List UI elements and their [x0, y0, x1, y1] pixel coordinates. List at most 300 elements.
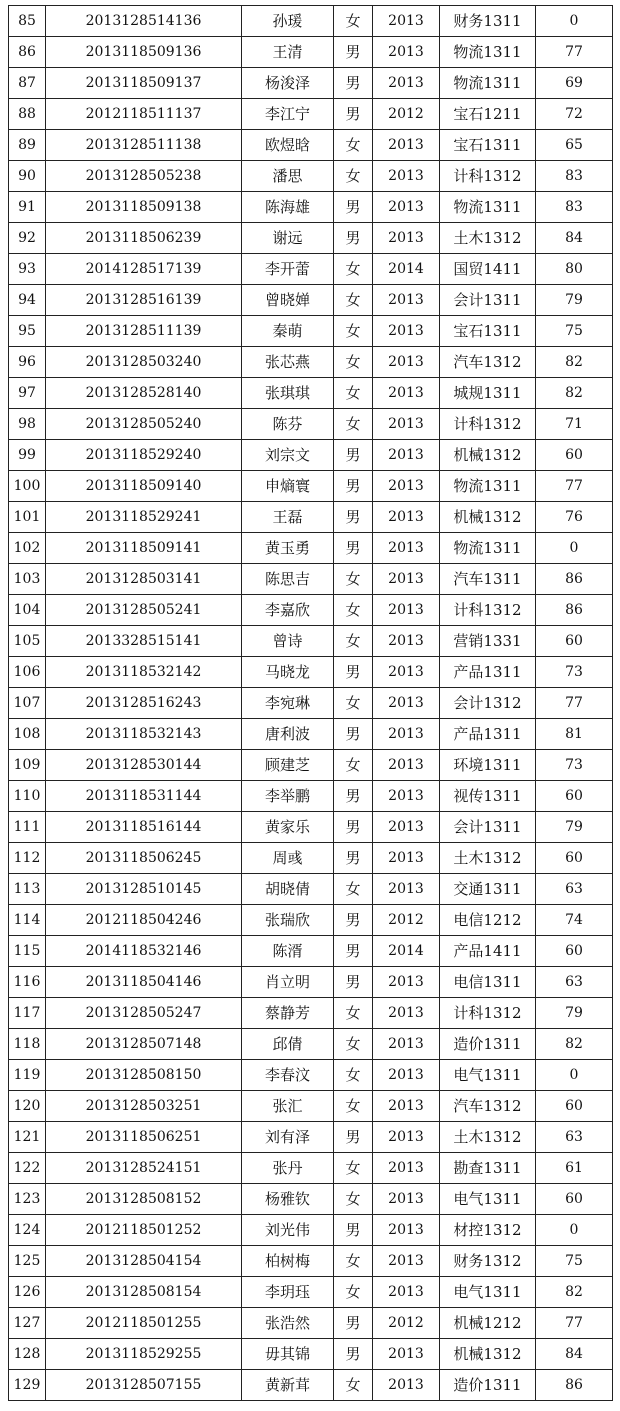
enrollment-year-cell: 2013	[373, 750, 440, 781]
enrollment-year-cell: 2013	[373, 1122, 440, 1153]
student-id-cell: 2013128516243	[46, 688, 242, 719]
row-number-cell: 101	[9, 502, 46, 533]
row-number-cell: 125	[9, 1246, 46, 1277]
gender-cell: 女	[334, 1153, 373, 1184]
enrollment-year-cell: 2012	[373, 99, 440, 130]
student-name-cell: 陈海雄	[242, 192, 334, 223]
table-row	[9, 719, 613, 750]
student-name-cell: 周彧	[242, 843, 334, 874]
score-cell: 82	[536, 347, 613, 378]
enrollment-year-cell: 2013	[373, 502, 440, 533]
table-row	[9, 223, 613, 254]
row-number-cell: 85	[9, 6, 46, 37]
student-name-cell: 李江宁	[242, 99, 334, 130]
class-cell: 电气1311	[440, 1277, 536, 1308]
student-id-cell: 2013128530144	[46, 750, 242, 781]
enrollment-year-cell: 2013	[373, 1339, 440, 1370]
student-id-cell: 2013128528140	[46, 378, 242, 409]
enrollment-year-cell: 2012	[373, 1308, 440, 1339]
class-cell: 土木1312	[440, 1122, 536, 1153]
gender-cell: 女	[334, 1246, 373, 1277]
row-number-cell: 118	[9, 1029, 46, 1060]
table-row	[9, 440, 613, 471]
student-name-cell: 李举鹏	[242, 781, 334, 812]
score-cell: 76	[536, 502, 613, 533]
student-name-cell: 李玥珏	[242, 1277, 334, 1308]
table-row	[9, 998, 613, 1029]
row-number-cell: 117	[9, 998, 46, 1029]
gender-cell: 女	[334, 409, 373, 440]
row-number-cell: 115	[9, 936, 46, 967]
gender-cell: 男	[334, 99, 373, 130]
row-number-cell: 96	[9, 347, 46, 378]
table-row	[9, 533, 613, 564]
score-cell: 86	[536, 1370, 613, 1401]
score-cell: 86	[536, 595, 613, 626]
score-cell: 86	[536, 564, 613, 595]
table-row	[9, 409, 613, 440]
table-row	[9, 595, 613, 626]
student-id-cell: 2014128517139	[46, 254, 242, 285]
score-cell: 61	[536, 1153, 613, 1184]
score-cell: 63	[536, 967, 613, 998]
row-number-cell: 113	[9, 874, 46, 905]
student-id-cell: 2012118511137	[46, 99, 242, 130]
score-cell: 77	[536, 1308, 613, 1339]
score-cell: 80	[536, 254, 613, 285]
class-cell: 产品1311	[440, 657, 536, 688]
table-row	[9, 130, 613, 161]
class-cell: 汽车1312	[440, 1091, 536, 1122]
class-cell: 土木1312	[440, 843, 536, 874]
enrollment-year-cell: 2013	[373, 843, 440, 874]
score-cell: 69	[536, 68, 613, 99]
score-cell: 74	[536, 905, 613, 936]
score-cell: 75	[536, 316, 613, 347]
enrollment-year-cell: 2013	[373, 595, 440, 626]
enrollment-year-cell: 2013	[373, 161, 440, 192]
student-id-cell: 2013118509140	[46, 471, 242, 502]
class-cell: 造价1311	[440, 1029, 536, 1060]
score-cell: 84	[536, 223, 613, 254]
row-number-cell: 122	[9, 1153, 46, 1184]
student-id-cell: 2013128504154	[46, 1246, 242, 1277]
table-row	[9, 68, 613, 99]
student-name-cell: 毋其锦	[242, 1339, 334, 1370]
gender-cell: 男	[334, 502, 373, 533]
score-cell: 82	[536, 1029, 613, 1060]
row-number-cell: 94	[9, 285, 46, 316]
student-id-cell: 2013128510145	[46, 874, 242, 905]
class-cell: 计科1312	[440, 161, 536, 192]
enrollment-year-cell: 2014	[373, 254, 440, 285]
student-id-cell: 2012118501252	[46, 1215, 242, 1246]
row-number-cell: 104	[9, 595, 46, 626]
table-row	[9, 1184, 613, 1215]
gender-cell: 女	[334, 595, 373, 626]
gender-cell: 女	[334, 688, 373, 719]
student-name-cell: 刘光伟	[242, 1215, 334, 1246]
row-number-cell: 126	[9, 1277, 46, 1308]
table-row	[9, 99, 613, 130]
gender-cell: 男	[334, 812, 373, 843]
table-row	[9, 1091, 613, 1122]
row-number-cell: 129	[9, 1370, 46, 1401]
student-name-cell: 张汇	[242, 1091, 334, 1122]
class-cell: 物流1311	[440, 192, 536, 223]
class-cell: 宝石1211	[440, 99, 536, 130]
class-cell: 产品1311	[440, 719, 536, 750]
row-number-cell: 95	[9, 316, 46, 347]
student-name-cell: 潘思	[242, 161, 334, 192]
score-cell: 83	[536, 161, 613, 192]
score-cell: 60	[536, 440, 613, 471]
class-cell: 会计1311	[440, 285, 536, 316]
gender-cell: 男	[334, 1122, 373, 1153]
table-row	[9, 750, 613, 781]
row-number-cell: 112	[9, 843, 46, 874]
enrollment-year-cell: 2013	[373, 967, 440, 998]
student-roster-sheet	[8, 5, 613, 1401]
enrollment-year-cell: 2013	[373, 223, 440, 254]
row-number-cell: 103	[9, 564, 46, 595]
student-id-cell: 2013118509136	[46, 37, 242, 68]
student-name-cell: 申熵寰	[242, 471, 334, 502]
gender-cell: 女	[334, 161, 373, 192]
gender-cell: 男	[334, 223, 373, 254]
student-name-cell: 王清	[242, 37, 334, 68]
student-name-cell: 胡晓倩	[242, 874, 334, 905]
score-cell: 60	[536, 936, 613, 967]
score-cell: 77	[536, 688, 613, 719]
row-number-cell: 108	[9, 719, 46, 750]
student-id-cell: 2013128505238	[46, 161, 242, 192]
row-number-cell: 106	[9, 657, 46, 688]
table-row	[9, 316, 613, 347]
score-cell: 77	[536, 37, 613, 68]
row-number-cell: 97	[9, 378, 46, 409]
class-cell: 物流1311	[440, 37, 536, 68]
student-id-cell: 2013128507148	[46, 1029, 242, 1060]
student-name-cell: 陈芬	[242, 409, 334, 440]
enrollment-year-cell: 2013	[373, 1091, 440, 1122]
table-row	[9, 874, 613, 905]
score-cell: 63	[536, 874, 613, 905]
score-cell: 60	[536, 626, 613, 657]
class-cell: 宝石1311	[440, 130, 536, 161]
student-id-cell: 2013118509141	[46, 533, 242, 564]
student-id-cell: 2013128514136	[46, 6, 242, 37]
student-name-cell: 李嘉欣	[242, 595, 334, 626]
row-number-cell: 100	[9, 471, 46, 502]
enrollment-year-cell: 2013	[373, 1215, 440, 1246]
student-id-cell: 2013118506245	[46, 843, 242, 874]
student-id-cell: 2013118504146	[46, 967, 242, 998]
table-row	[9, 688, 613, 719]
student-name-cell: 孙瑗	[242, 6, 334, 37]
gender-cell: 女	[334, 130, 373, 161]
student-id-cell: 2013128503240	[46, 347, 242, 378]
student-name-cell: 蔡静芳	[242, 998, 334, 1029]
score-cell: 60	[536, 843, 613, 874]
row-number-cell: 107	[9, 688, 46, 719]
class-cell: 财务1312	[440, 1246, 536, 1277]
table-row	[9, 285, 613, 316]
score-cell: 73	[536, 657, 613, 688]
gender-cell: 女	[334, 285, 373, 316]
enrollment-year-cell: 2013	[373, 316, 440, 347]
row-number-cell: 88	[9, 99, 46, 130]
table-row	[9, 626, 613, 657]
gender-cell: 男	[334, 37, 373, 68]
class-cell: 机械1312	[440, 1339, 536, 1370]
table-row	[9, 254, 613, 285]
student-id-cell: 2012118504246	[46, 905, 242, 936]
score-cell: 0	[536, 1060, 613, 1091]
gender-cell: 女	[334, 1184, 373, 1215]
row-number-cell: 102	[9, 533, 46, 564]
table-row	[9, 1029, 613, 1060]
score-cell: 0	[536, 6, 613, 37]
row-number-cell: 119	[9, 1060, 46, 1091]
class-cell: 计科1312	[440, 409, 536, 440]
row-number-cell: 127	[9, 1308, 46, 1339]
table-row	[9, 6, 613, 37]
student-name-cell: 曾晓婵	[242, 285, 334, 316]
student-name-cell: 王磊	[242, 502, 334, 533]
student-id-cell: 2013118506239	[46, 223, 242, 254]
score-cell: 60	[536, 1184, 613, 1215]
student-name-cell: 李宛琳	[242, 688, 334, 719]
table-row	[9, 378, 613, 409]
row-number-cell: 105	[9, 626, 46, 657]
enrollment-year-cell: 2013	[373, 719, 440, 750]
class-cell: 交通1311	[440, 874, 536, 905]
student-id-cell: 2014118532146	[46, 936, 242, 967]
class-cell: 机械1212	[440, 1308, 536, 1339]
enrollment-year-cell: 2013	[373, 285, 440, 316]
score-cell: 60	[536, 781, 613, 812]
score-cell: 82	[536, 1277, 613, 1308]
enrollment-year-cell: 2013	[373, 533, 440, 564]
row-number-cell: 116	[9, 967, 46, 998]
gender-cell: 男	[334, 843, 373, 874]
enrollment-year-cell: 2013	[373, 37, 440, 68]
student-name-cell: 李开蕾	[242, 254, 334, 285]
roster-body	[9, 6, 613, 1401]
student-id-cell: 2013128505247	[46, 998, 242, 1029]
table-row	[9, 1308, 613, 1339]
class-cell: 勘查1311	[440, 1153, 536, 1184]
class-cell: 汽车1311	[440, 564, 536, 595]
student-id-cell: 2013128524151	[46, 1153, 242, 1184]
class-cell: 会计1311	[440, 812, 536, 843]
gender-cell: 男	[334, 657, 373, 688]
enrollment-year-cell: 2013	[373, 1153, 440, 1184]
student-name-cell: 杨浚泽	[242, 68, 334, 99]
enrollment-year-cell: 2013	[373, 874, 440, 905]
class-cell: 物流1311	[440, 471, 536, 502]
student-id-cell: 2013128505241	[46, 595, 242, 626]
student-name-cell: 陈湑	[242, 936, 334, 967]
gender-cell: 女	[334, 1029, 373, 1060]
score-cell: 84	[536, 1339, 613, 1370]
row-number-cell: 89	[9, 130, 46, 161]
enrollment-year-cell: 2014	[373, 936, 440, 967]
score-cell: 73	[536, 750, 613, 781]
student-name-cell: 李春汶	[242, 1060, 334, 1091]
gender-cell: 女	[334, 1277, 373, 1308]
enrollment-year-cell: 2013	[373, 192, 440, 223]
table-row	[9, 564, 613, 595]
enrollment-year-cell: 2013	[373, 1184, 440, 1215]
score-cell: 79	[536, 285, 613, 316]
table-row	[9, 347, 613, 378]
gender-cell: 男	[334, 936, 373, 967]
student-id-cell: 2013128503141	[46, 564, 242, 595]
gender-cell: 男	[334, 1339, 373, 1370]
gender-cell: 男	[334, 471, 373, 502]
row-number-cell: 109	[9, 750, 46, 781]
class-cell: 电气1311	[440, 1184, 536, 1215]
table-row	[9, 843, 613, 874]
enrollment-year-cell: 2013	[373, 657, 440, 688]
score-cell: 0	[536, 1215, 613, 1246]
enrollment-year-cell: 2013	[373, 440, 440, 471]
student-name-cell: 张芯燕	[242, 347, 334, 378]
score-cell: 79	[536, 812, 613, 843]
row-number-cell: 124	[9, 1215, 46, 1246]
row-number-cell: 90	[9, 161, 46, 192]
table-row	[9, 192, 613, 223]
gender-cell: 女	[334, 750, 373, 781]
student-name-cell: 顾建芝	[242, 750, 334, 781]
student-name-cell: 刘有泽	[242, 1122, 334, 1153]
gender-cell: 男	[334, 719, 373, 750]
score-cell: 71	[536, 409, 613, 440]
student-name-cell: 张琪琪	[242, 378, 334, 409]
table-row	[9, 1370, 613, 1401]
student-id-cell: 2013128505240	[46, 409, 242, 440]
student-id-cell: 2013118506251	[46, 1122, 242, 1153]
gender-cell: 男	[334, 68, 373, 99]
enrollment-year-cell: 2013	[373, 471, 440, 502]
class-cell: 视传1311	[440, 781, 536, 812]
enrollment-year-cell: 2013	[373, 68, 440, 99]
student-name-cell: 曾诗	[242, 626, 334, 657]
score-cell: 65	[536, 130, 613, 161]
enrollment-year-cell: 2013	[373, 626, 440, 657]
row-number-cell: 98	[9, 409, 46, 440]
table-row	[9, 1277, 613, 1308]
table-row	[9, 812, 613, 843]
table-row	[9, 1122, 613, 1153]
class-cell: 计科1312	[440, 998, 536, 1029]
student-name-cell: 刘宗文	[242, 440, 334, 471]
row-number-cell: 123	[9, 1184, 46, 1215]
class-cell: 电信1311	[440, 967, 536, 998]
row-number-cell: 121	[9, 1122, 46, 1153]
score-cell: 83	[536, 192, 613, 223]
gender-cell: 女	[334, 564, 373, 595]
gender-cell: 女	[334, 998, 373, 1029]
student-name-cell: 唐利波	[242, 719, 334, 750]
student-name-cell: 邱倩	[242, 1029, 334, 1060]
class-cell: 机械1312	[440, 502, 536, 533]
row-number-cell: 110	[9, 781, 46, 812]
class-cell: 电气1311	[440, 1060, 536, 1091]
enrollment-year-cell: 2013	[373, 812, 440, 843]
gender-cell: 女	[334, 347, 373, 378]
class-cell: 电信1212	[440, 905, 536, 936]
enrollment-year-cell: 2013	[373, 1370, 440, 1401]
table-row	[9, 471, 613, 502]
table-row	[9, 657, 613, 688]
gender-cell: 男	[334, 905, 373, 936]
student-id-cell: 2013328515141	[46, 626, 242, 657]
gender-cell: 女	[334, 1370, 373, 1401]
gender-cell: 女	[334, 316, 373, 347]
student-name-cell: 谢远	[242, 223, 334, 254]
student-name-cell: 黄玉勇	[242, 533, 334, 564]
table-row	[9, 905, 613, 936]
row-number-cell: 87	[9, 68, 46, 99]
student-id-cell: 2013128507155	[46, 1370, 242, 1401]
enrollment-year-cell: 2013	[373, 781, 440, 812]
row-number-cell: 91	[9, 192, 46, 223]
class-cell: 国贸1411	[440, 254, 536, 285]
class-cell: 计科1312	[440, 595, 536, 626]
student-id-cell: 2013128508150	[46, 1060, 242, 1091]
score-cell: 0	[536, 533, 613, 564]
student-id-cell: 2013128508154	[46, 1277, 242, 1308]
student-name-cell: 陈思吉	[242, 564, 334, 595]
table-row	[9, 781, 613, 812]
gender-cell: 男	[334, 1215, 373, 1246]
student-id-cell: 2012118501255	[46, 1308, 242, 1339]
student-id-cell: 2013118529240	[46, 440, 242, 471]
table-row	[9, 1215, 613, 1246]
enrollment-year-cell: 2013	[373, 688, 440, 719]
student-roster-table	[8, 5, 613, 1401]
student-name-cell: 杨雅钦	[242, 1184, 334, 1215]
row-number-cell: 86	[9, 37, 46, 68]
enrollment-year-cell: 2012	[373, 905, 440, 936]
enrollment-year-cell: 2013	[373, 1246, 440, 1277]
class-cell: 财务1311	[440, 6, 536, 37]
student-name-cell: 肖立明	[242, 967, 334, 998]
student-id-cell: 2013118516144	[46, 812, 242, 843]
student-id-cell: 2013118532143	[46, 719, 242, 750]
class-cell: 营销1331	[440, 626, 536, 657]
student-name-cell: 张丹	[242, 1153, 334, 1184]
enrollment-year-cell: 2013	[373, 1277, 440, 1308]
student-id-cell: 2013128508152	[46, 1184, 242, 1215]
class-cell: 会计1312	[440, 688, 536, 719]
student-id-cell: 2013128503251	[46, 1091, 242, 1122]
gender-cell: 女	[334, 626, 373, 657]
row-number-cell: 92	[9, 223, 46, 254]
student-name-cell: 欧煜晗	[242, 130, 334, 161]
student-name-cell: 秦萌	[242, 316, 334, 347]
class-cell: 机械1312	[440, 440, 536, 471]
table-row	[9, 1153, 613, 1184]
enrollment-year-cell: 2013	[373, 998, 440, 1029]
student-name-cell: 黄新茸	[242, 1370, 334, 1401]
gender-cell: 男	[334, 967, 373, 998]
class-cell: 物流1311	[440, 68, 536, 99]
table-row	[9, 1246, 613, 1277]
